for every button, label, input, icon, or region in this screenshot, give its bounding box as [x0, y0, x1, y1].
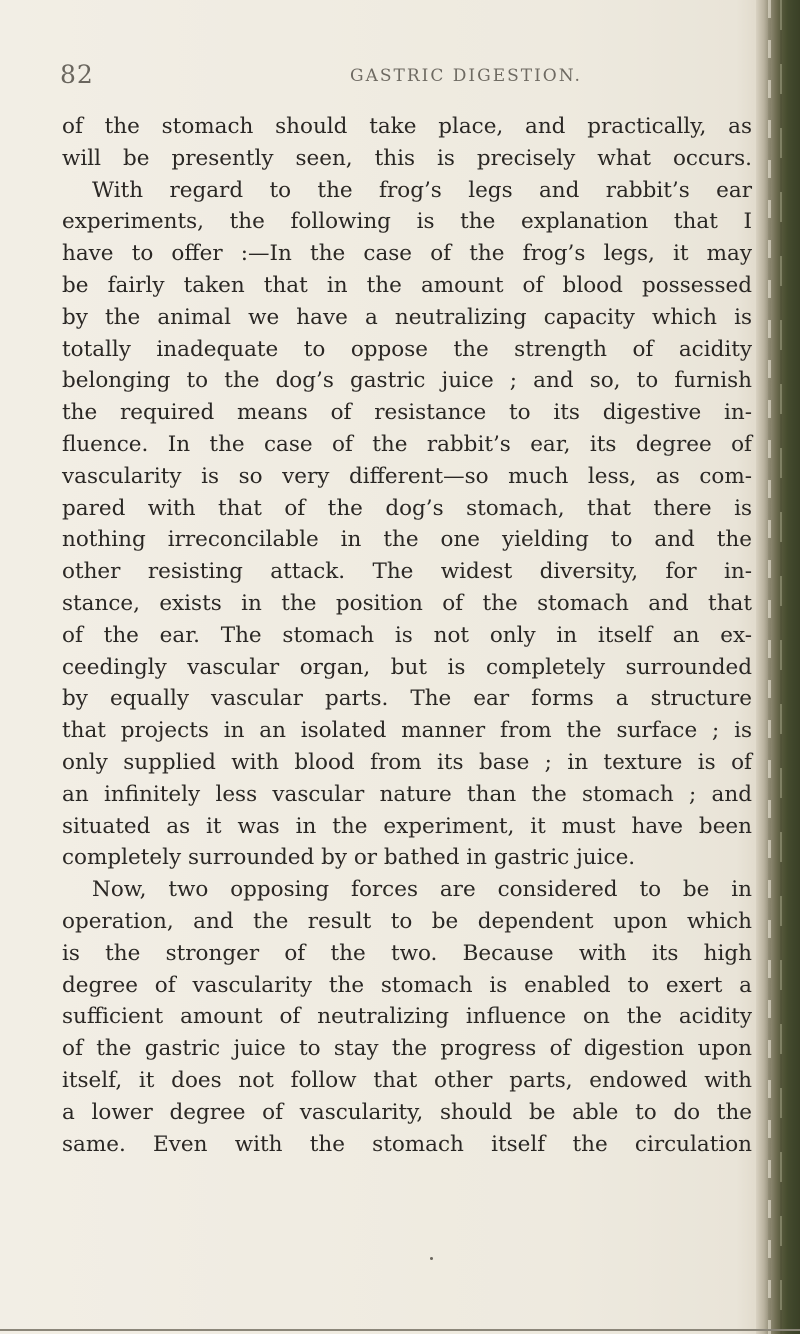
text-line: situated as it was in the experiment, it must have been: [62, 813, 752, 839]
text-line: by the animal we have a neutralizing capacity which is: [62, 304, 752, 330]
text-line: degree of vascularity the stomach is enabled to exert a: [62, 972, 752, 998]
page-header: [60, 60, 740, 94]
text-line: pared with that of the dog’s stomach, that there is: [62, 495, 752, 521]
text-line: will be presently seen, this is precisely what occurs.: [62, 145, 752, 171]
text-line: operation, and the result to be dependent upon which: [62, 908, 752, 934]
text-line: by equally vascular parts. The ear forms a structure: [62, 686, 752, 712]
text-line: itself, it does not follow that other parts, endowed with: [62, 1067, 752, 1093]
text-line: is the stronger of the two. Because with its high: [62, 940, 752, 966]
text-line: completely surrounded by or bathed in gastric juice.: [62, 845, 636, 871]
page-number: 82: [60, 60, 94, 89]
book-spine-edge: [756, 0, 800, 1334]
running-head: GASTRIC DIGESTION.: [350, 66, 582, 86]
text-line: that projects in an isolated manner from the surface ; is: [62, 718, 752, 744]
text-line: have to offer :—In the case of the frog’s legs, it may: [62, 241, 752, 267]
text-line: fluence. In the case of the rabbit’s ear, its degree of: [62, 431, 752, 457]
text-line: Now, two opposing forces are considered to be in: [92, 877, 752, 903]
text-line: totally inadequate to oppose the strength of acidity: [62, 336, 752, 362]
bottom-edge-line: [0, 1329, 800, 1331]
text-line: sufficient amount of neutralizing influence on the acidity: [62, 1004, 752, 1030]
text-line: nothing irreconcilable in the one yielding to and the: [62, 527, 752, 553]
text-line: belonging to the dog’s gastric juice ; and so, to furnish: [62, 368, 752, 394]
text-line: experiments, the following is the explanation that I: [62, 209, 752, 235]
text-line: vascularity is so very different—so much less, as com-: [62, 463, 752, 489]
text-line: an infinitely less vascular nature than the stomach ; and: [62, 781, 752, 807]
text-line: other resisting attack. The widest diversity, for in-: [62, 559, 752, 585]
text-line: of the ear. The stomach is not only in itself an ex-: [62, 622, 752, 648]
text-line: be fairly taken that in the amount of blood possessed: [62, 272, 752, 298]
text-line: of the gastric juice to stay the progress of digestion upon: [62, 1036, 752, 1062]
ink-speck: [430, 1257, 433, 1260]
text-line: of the stomach should take place, and practically, as: [62, 114, 752, 139]
text-line: stance, exists in the position of the stomach and that: [62, 590, 752, 616]
text-line: same. Even with the stomach itself the circulation: [62, 1131, 752, 1157]
text-line: only supplied with blood from its base ; in texture is of: [62, 749, 752, 775]
text-line: the required means of resistance to its digestive in-: [62, 400, 752, 426]
text-line: With regard to the frog’s legs and rabbit’s ear: [92, 177, 752, 203]
text-line: ceedingly vascular organ, but is completely surrounded: [62, 654, 752, 680]
text-line: a lower degree of vascularity, should be able to do the: [62, 1099, 752, 1125]
body-text: [62, 111, 752, 1160]
